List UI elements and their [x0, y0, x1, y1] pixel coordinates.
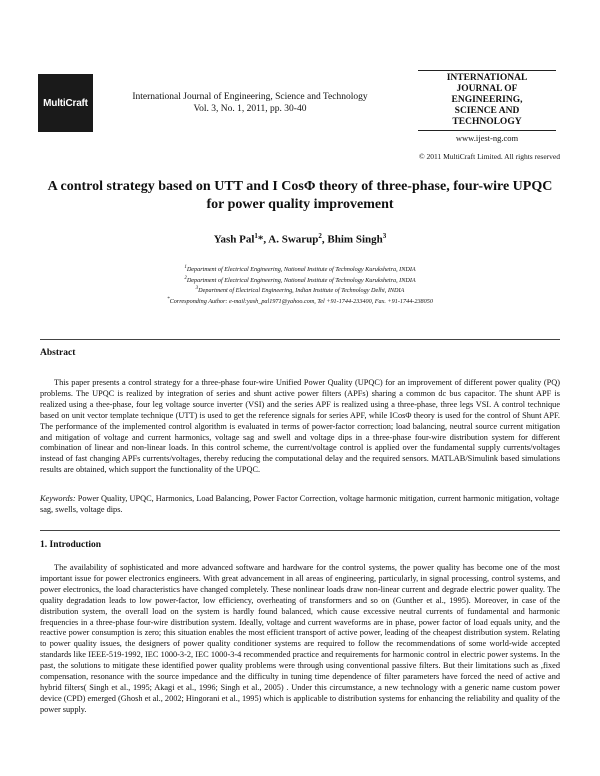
affiliation-text: Department of Electrical Engineering, National Institute of Technology Kurukshetra, INDIA: [186, 266, 416, 274]
divider: [418, 130, 556, 131]
affiliations: [120, 264, 480, 306]
copyright-notice: © 2011 MultiCraft Limited. All rights reserved: [418, 152, 560, 161]
journal-box-line3: ENGINEERING,: [451, 95, 523, 105]
affiliation-line: [120, 285, 480, 296]
divider: [418, 70, 556, 71]
keywords: [40, 494, 560, 516]
affiliation-text: Department of Electrical Engineering, National Institute of Technology Kurukshetra, INDIA: [186, 276, 416, 284]
author-separator: ,: [321, 233, 328, 246]
introduction-heading: 1. Introduction: [40, 540, 102, 550]
journal-box-line2: JOURNAL OF: [456, 84, 518, 94]
affiliation-line: [120, 275, 480, 286]
author-name: Bhim Singh: [327, 233, 383, 246]
publisher-logo: [38, 74, 93, 132]
affiliation-sup: 3: [195, 286, 199, 292]
divider: [40, 339, 560, 340]
affiliation-text: Corresponding Author: e-mail:yash_pal1971@yahoo.com, Tel +91-1744-233400, Fax. +91-1744-238050: [169, 297, 433, 305]
journal-box-line1: INTERNATIONAL: [446, 73, 528, 83]
author-list: [40, 232, 560, 246]
introduction-body: The availability of sophisticated and more advanced software and hardware for the control systems, the power quality has become one of the most important issue for power electronics engineers. With great advancement in all areas of engineering, particularly, in signal processing, control systems, and power electronics, the load characteristics have changed completely. These nonlinear loads draw non-linear current and degrade electric power quality. The quality degradation leads to low power-factor, low efficiency, overheating of transformers and so on (Gunther et al., 1995). Moreover, in case of the distribution system, the overall load on the system is hardly found balanced, which cause excessive neutral currents of fundamental and harmonic frequencies in a three-phase four-wire distribution system. Ideally, voltage and current waveforms are in phase, power factor of load equals unity, and the reactive power consumption is zero; this situation enables the most efficient transport of active power, leading of the cheapest distribution system. Relating to power quality issues, the designers of power quality conditioner systems are required to follow the recommendations of some world-wide accepted standards like IEEE-519-1992, IEC 1000-3-2, IEC 1000-3-4 recommended practice and requirements for harmonic control in electric power systems. In the past, the solutions to mitigate these identified power quality problems were through using conventional passive filters. But their limitations such as ,fixed compensation, resonance with the source impedance and the difficulty in tuning time dependence of filter parameters have forced the need of active and hybrid filters( Singh et al., 1995; Akagi et al., 1996; Singh et al., 2005) . Under this circumstance, a new technology with a generic name custom power device (CPD) emerged (Ghosh et al., 2002; Hingorani et al., 1995) which is applicable to distribution systems for enhancing the reliability and quality of the power supply.: [40, 563, 560, 714]
paper-title: A control strategy based on UTT and I CosΦ theory of three-phase, four-wire UPQC for power quality improvement: [47, 179, 553, 212]
author-superscript: 2: [318, 232, 322, 240]
journal-box-line5: TECHNOLOGY: [452, 117, 522, 127]
journal-website: www.ijest-ng.com: [455, 133, 519, 143]
author-superscript: 3: [382, 232, 387, 240]
journal-citation-line2: Vol. 3, No. 1, 2011, pp. 30-40: [193, 104, 307, 114]
affiliation-text: Department of Electrical Engineering, Indian Institute of Technology Delhi, INDIA: [198, 287, 405, 295]
divider: [40, 530, 560, 531]
abstract-body: This paper presents a control strategy for a three-phase four-wire Unified Power Quality (UPQC) for an improvement of different power quality (PQ) problems. The UPQC is realized by integration of series and shunt active power filters (APFs) sharing a common dc bus capacitor. The shunt APF is realized using a thee-phase, four leg voltage source inverter (VSI) and the series APF is realized using a three-phase, three legs VSI. A control technique based on unit vector template technique (UTT) is used to get the reference signals for series APF, while ICosΦ theory is used for the control of Shunt APF. The performance of the implemented control algorithm is evaluated in terms of power-factor correction; load balancing, neutral source current mitigation and mitigation of voltage and current harmonics, voltage sag and swell and voltage dips in a three-phase four-wire distribution system for different combination of linear and non-linear loads. In this control scheme, the current/voltage control is applied over the fundamental supply currents/voltages instead of fast changing APFs currents/voltages, thereby reducing the computational delay and the required sensors. MATLAB/Simulink based simulations results are obtained, which support the functionality of the UPQC.: [40, 378, 560, 475]
journal-name-box: [418, 70, 556, 143]
journal-box-line4: SCIENCE AND: [454, 106, 520, 116]
author-superscript: 1: [254, 232, 258, 240]
affiliation-line: [120, 264, 480, 275]
affiliation-line: [120, 296, 480, 307]
affiliation-sup: 2: [184, 275, 187, 281]
author-separator: *,: [257, 233, 269, 246]
author-name: Yash Pal: [213, 233, 255, 246]
keywords-label: Keywords:: [40, 494, 76, 503]
author-name: A. Swarup: [268, 233, 319, 246]
affiliation-sup: *: [167, 296, 170, 302]
keywords-text: Power Quality, UPQC, Harmonics, Load Balancing, Power Factor Correction, voltage harmonic mitigation, current harmonic mitigation, voltage sag, swells, voltage dips.: [40, 494, 560, 514]
logo-text: MultiCraft: [43, 97, 88, 109]
journal-citation-line1: International Journal of Engineering, Science and Technology: [132, 92, 368, 102]
affiliation-sup: 1: [184, 265, 187, 270]
abstract-heading: Abstract: [40, 348, 76, 358]
